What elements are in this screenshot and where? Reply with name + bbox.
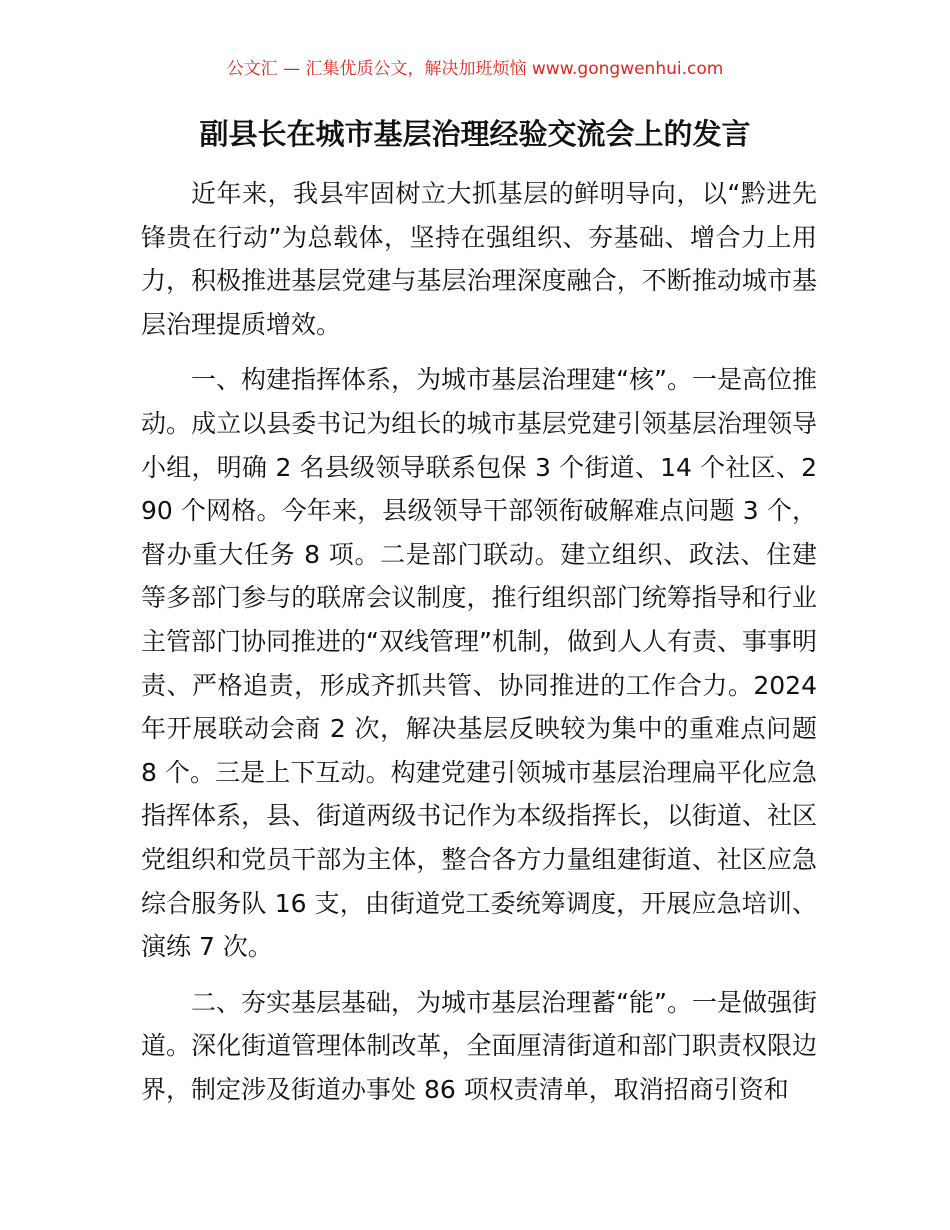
paragraph-intro: 近年来，我县牢固树立大抓基层的鲜明导向，以“黔进先锋贵在行动”为总载体，坚持在强组织、夯基础、增合力上用力，积极推进基层党建与基层治理深度融合，不断推动城市基层治理提质增效。 xyxy=(141,179,817,339)
header-website-banner[interactable]: 公文汇 — 汇集优质公文，解决加班烦恼 www.gongwenhui.com xyxy=(226,59,724,79)
paragraph-section-one: 一、构建指挥体系，为城市基层治理建“核”。一是高位推动。成立以县委书记为组长的城市基层党建引领基层治理领导小组，明确 2 名县级领导联系包保 3 个街道、14 个社区、290 个网格。今年来，县级领导干部领衔破解难点问题 3 个，督办重大任务 8 项。二是部门联动。建立组织、政法、住建等多部门参与的联席会议制度，推行组织部门统筹指导和行业主管部门协同推进的“双线管理”机制，做到人人有责、事事明责、严格追责，形成齐抓共管、协同推进的工作合力。2024 年开展联动会商 2 次，解决基层反映较为集中的重难点问题 8 个。三是上下互动。构建党建引领城市基层治理扁平化应急指挥体系，县、街道两级书记作为本级指挥长，以街道、社区党组织和党员干部为主体，整合各方力量组建街道、社区应急综合服务队 16 支，由街道党工委统筹调度，开展应急培训、演练 7 次。 xyxy=(141,365,817,962)
document-title: 副县长在城市基层治理经验交流会上的发言 xyxy=(199,117,751,151)
paragraph-section-two: 二、夯实基层基础，为城市基层治理蓄“能”。一是做强街道。深化街道管理体制改革，全面厘清街道和部门职责权限边界，制定涉及街道办事处 86 项权责清单，取消招商引资和 xyxy=(141,987,817,1104)
document-body xyxy=(141,172,817,1111)
